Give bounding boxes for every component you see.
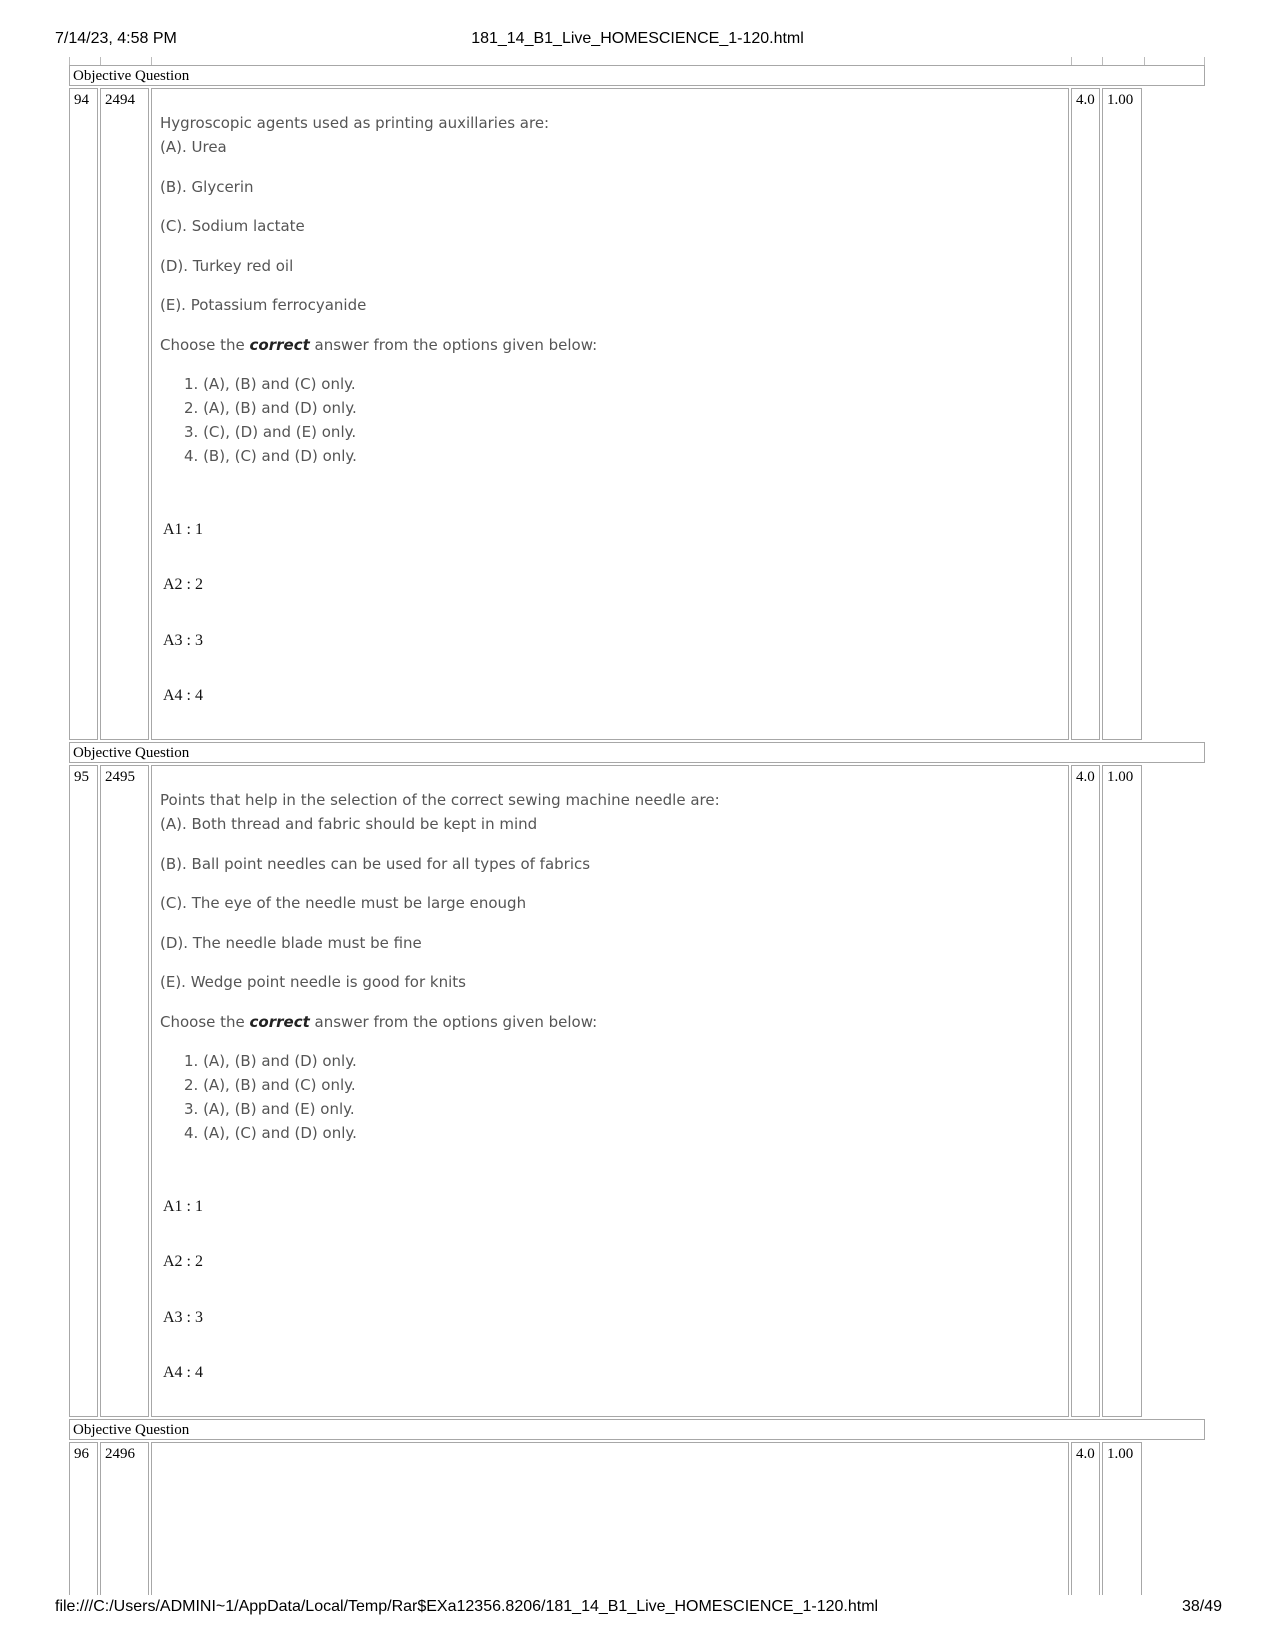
question-serial: 95 (69, 765, 98, 1417)
answer-3: A3 : 3 (163, 1309, 203, 1326)
print-date: 7/14/23, 4:58 PM (55, 30, 177, 47)
option-a: (A). Urea (160, 138, 227, 156)
option-c: (C). Sodium lactate (160, 217, 305, 235)
answer-4: A4 : 4 (163, 1364, 203, 1381)
option-b: (B). Ball point needles can be used for all types of fabrics (160, 855, 591, 873)
answer-1: A1 : 1 (163, 1198, 203, 1215)
question-body (151, 88, 1069, 740)
question-type-header: Objective Question (69, 1419, 1205, 1440)
file-path: file:///C:/Users/ADMINI~1/AppData/Local/Temp/Rar$EXa12356.8206/181_14_B1_Live_HOMESCIENCE_1-120.html (55, 1598, 879, 1615)
question-marks: 4.0 (1071, 88, 1100, 740)
option-b: (B). Glycerin (160, 178, 254, 196)
question-type-header: Objective Question (69, 65, 1205, 86)
choice-4: 4. (A), (C) and (D) only. (184, 1124, 357, 1142)
question-negative-marks: 1.00 (1102, 1442, 1142, 1595)
question-marks: 4.0 (1071, 1442, 1100, 1595)
question-table (69, 57, 1205, 1595)
answer-2: A2 : 2 (163, 1253, 203, 1270)
option-c: (C). The eye of the needle must be large enough (160, 894, 527, 912)
question-serial: 94 (69, 88, 98, 740)
question-id: 2495 (100, 765, 149, 1417)
choice-3: 3. (A), (B) and (E) only. (184, 1100, 355, 1118)
choose-instruction: Choose the correct answer from the options given below: (160, 1013, 598, 1031)
page-title: 181_14_B1_Live_HOMESCIENCE_1-120.html (471, 30, 804, 47)
option-a: (A). Both thread and fabric should be kept in mind (160, 815, 538, 833)
option-e: (E). Potassium ferrocyanide (160, 296, 367, 314)
question-stem: Hygroscopic agents used as printing auxillaries are: (160, 114, 550, 132)
choice-2: 2. (A), (B) and (D) only. (184, 399, 357, 417)
question-body (151, 1442, 1069, 1595)
page-number: 38/49 (1181, 1598, 1222, 1615)
choice-1: 1. (A), (B) and (C) only. (184, 375, 356, 393)
choice-3: 3. (C), (D) and (E) only. (184, 423, 357, 441)
choice-1: 1. (A), (B) and (D) only. (184, 1052, 357, 1070)
answer-4: A4 : 4 (163, 687, 203, 704)
choice-4: 4. (B), (C) and (D) only. (184, 447, 357, 465)
question-serial: 96 (69, 1442, 98, 1595)
choice-2: 2. (A), (B) and (C) only. (184, 1076, 356, 1094)
question-negative-marks: 1.00 (1102, 88, 1142, 740)
question-body (151, 765, 1069, 1417)
option-d: (D). The needle blade must be fine (160, 934, 422, 952)
question-marks: 4.0 (1071, 765, 1100, 1417)
question-id: 2496 (100, 1442, 149, 1595)
table-top-stub (69, 57, 1205, 65)
option-d: (D). Turkey red oil (160, 257, 294, 275)
answer-2: A2 : 2 (163, 576, 203, 593)
answer-3: A3 : 3 (163, 632, 203, 649)
question-id: 2494 (100, 88, 149, 740)
question-negative-marks: 1.00 (1102, 765, 1142, 1417)
option-e: (E). Wedge point needle is good for knits (160, 973, 466, 991)
answer-1: A1 : 1 (163, 521, 203, 538)
question-stem: Points that help in the selection of the correct sewing machine needle are: (160, 791, 720, 809)
choose-instruction: Choose the correct answer from the options given below: (160, 336, 598, 354)
question-type-header: Objective Question (69, 742, 1205, 763)
